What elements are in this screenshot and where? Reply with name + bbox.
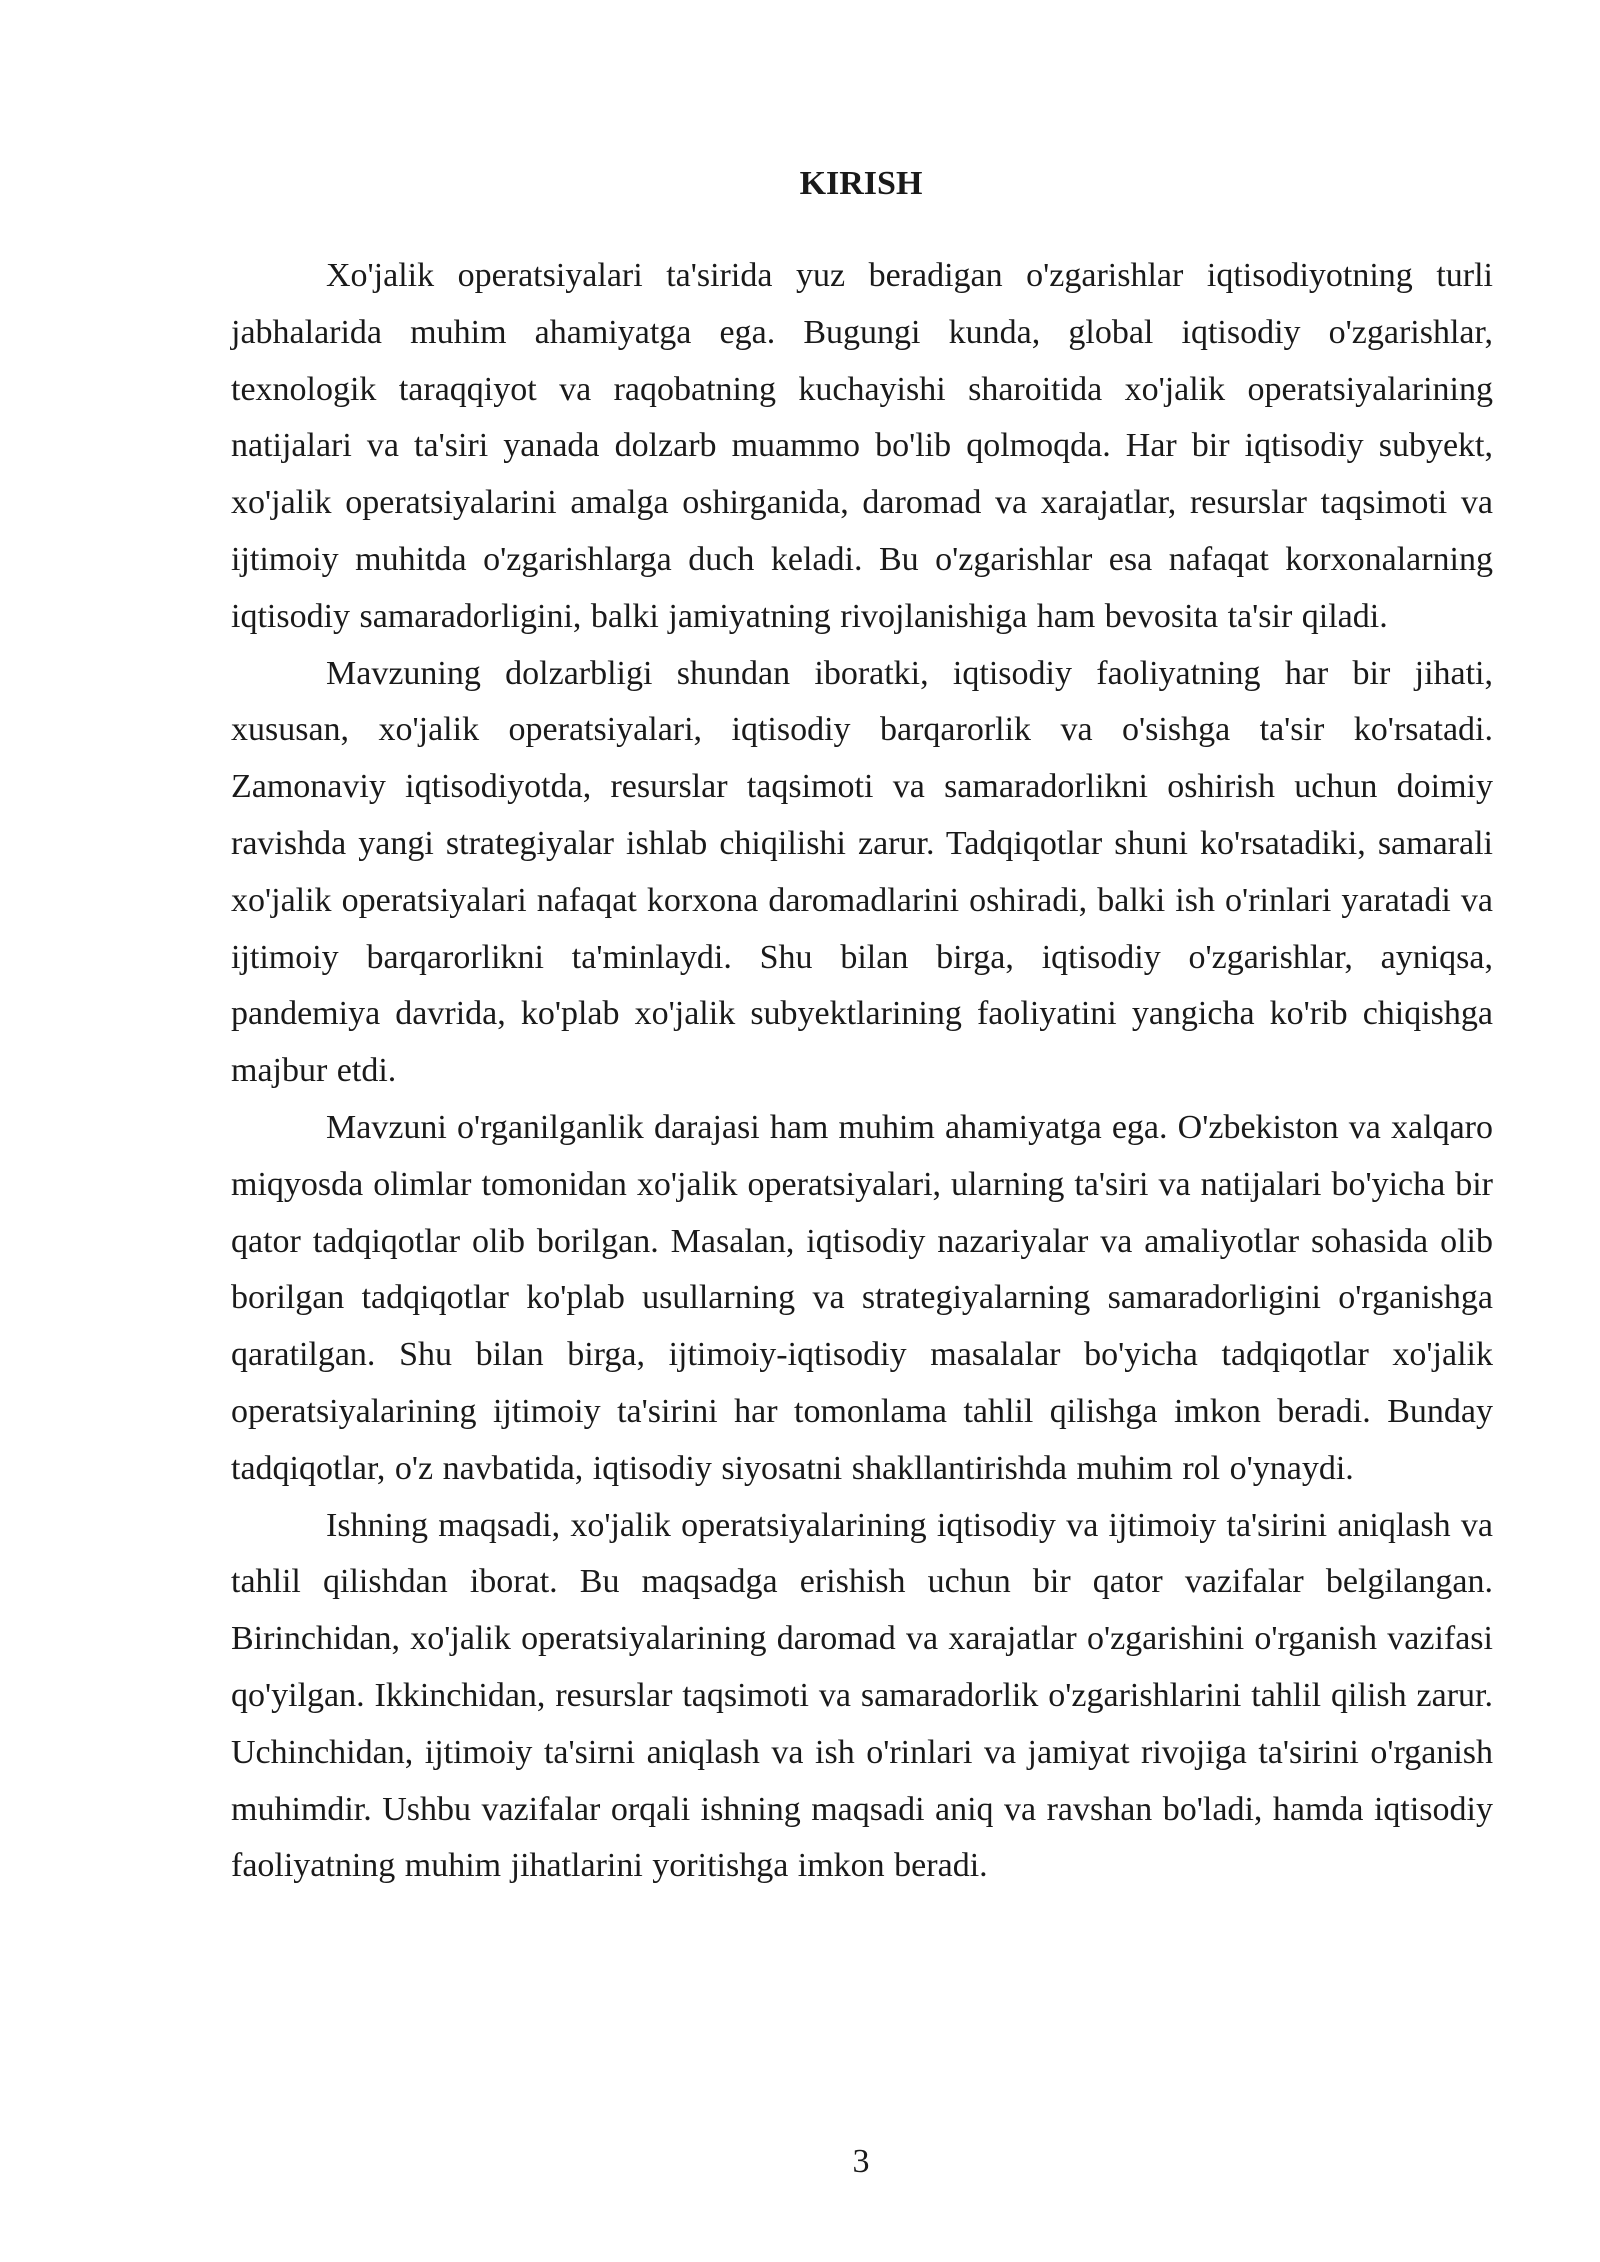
page-number: 3 — [852, 2143, 870, 2180]
body-text — [231, 248, 1493, 1895]
paragraph-relevance: Mavzuning dolzarbligi shundan iboratki, iqtisodiy faoliyatning har bir jihati, xususan, xo'jalik operatsiyalari, iqtisodiy barqarorlik va o'sishga ta'sir ko'rsatadi. Zamonaviy iqtisodiyotda, resurslar taqsimoti va samaradorlikni oshirish uchun doimiy ravishda yangi strategiyalar ishlab chiqilishi zarur. Tadqiqotlar shuni ko'rsatadiki, samarali xo'jalik operatsiyalari nafaqat korxona daromadlarini oshiradi, balki ish o'rinlari yaratadi va ijtimoiy barqarorlikni ta'minlaydi. Shu bilan birga, iqtisodiy o'zgarishlar, ayniqsa, pandemiya davrida, ko'plab xo'jalik subyektlarining faoliyatini yangicha ko'rib chiqishga majbur etdi. — [231, 654, 1493, 1090]
paragraph-intro: Xo'jalik operatsiyalari ta'sirida yuz beradigan o'zgarishlar iqtisodiyotning turli jabhalarida muhim ahamiyatga ega. Bugungi kunda, global iqtisodiy o'zgarishlar, texnologik taraqqiyot va raqobatning kuchayishi sharoitida xo'jalik operatsiyalarining natijalari va ta'siri yanada dolzarb muammo bo'lib qolmoqda. Har bir iqtisodiy subyekt, xo'jalik operatsiyalarini amalga oshirganida, daromad va xarajatlar, resurslar taqsimoti va ijtimoiy muhitda o'zgarishlarga duch keladi. Bu o'zgarishlar esa nafaqat korxonalarning iqtisodiy samaradorligini, balki jamiyatning rivojlanishiga ham bevosita ta'sir qiladi. — [231, 257, 1493, 635]
page-title: KIRISH — [799, 165, 923, 202]
paragraph-objective: Ishning maqsadi, xo'jalik operatsiyalarining iqtisodiy va ijtimoiy ta'sirini aniqlash va tahlil qilishdan iborat. Bu maqsadga erishish uchun bir qator vazifalar belgilangan. Birinchidan, xo'jalik operatsiyalarining daromad va xarajatlar o'zgarishini o'rganish vazifasi qo'yilgan. Ikkinchidan, resurslar taqsimoti va samaradorlik o'zgarishlarini tahlil qilish zarur. Uchinchidan, ijtimoiy ta'sirni aniqlash va ish o'rinlari va jamiyat rivojiga ta'sirini o'rganish muhimdir. Ushbu vazifalar orqali ishning maqsadi aniq va ravshan bo'ladi, hamda iqtisodiy faoliyatning muhim jihatlarini yoritishga imkon beradi. — [231, 1506, 1493, 1885]
paragraph-study-level: Mavzuni o'rganilganlik darajasi ham muhim ahamiyatga ega. O'zbekiston va xalqaro miqyosda olimlar tomonidan xo'jalik operatsiyalari, ularning ta'siri va natijalari bo'yicha bir qator tadqiqotlar olib borilgan. Masalan, iqtisodiy nazariyalar va amaliyotlar sohasida olib borilgan tadqiqotlar ko'plab usullarning va strategiyalarning samaradorligini o'rganishga qaratilgan. Shu bilan birga, ijtimoiy-iqtisodiy masalalar bo'yicha tadqiqotlar xo'jalik operatsiyalarining ijtimoiy ta'sirini har tomonlama tahlil qilishga imkon beradi. Bunday tadqiqotlar, o'z navbatida, iqtisodiy siyosatni shakllantirishda muhim rol o'ynaydi. — [231, 1108, 1493, 1487]
